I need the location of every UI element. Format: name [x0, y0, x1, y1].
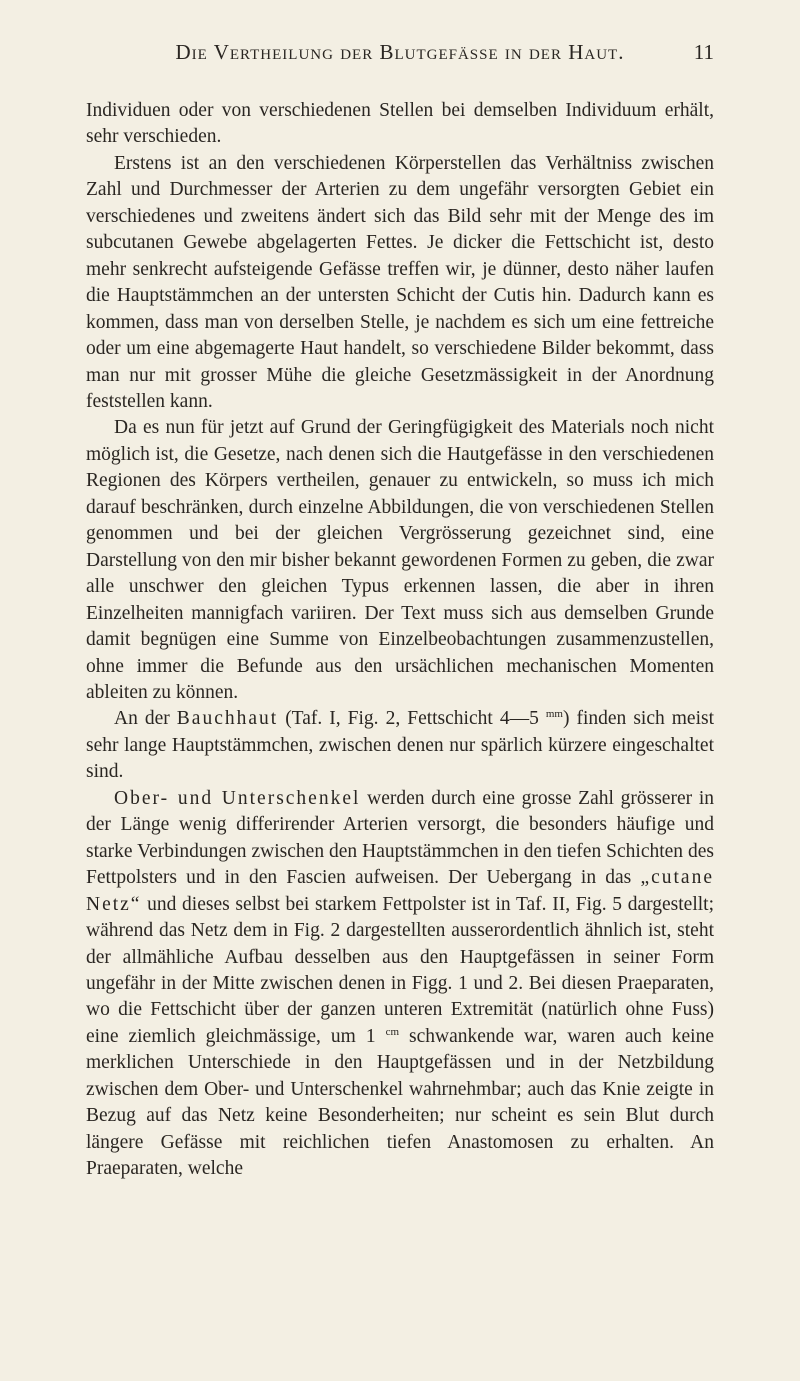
- paragraph-5: [86, 786, 714, 1183]
- paragraph-5-part3: schwankende war, waren auch keine merklichen Unterschiede in den Hauptgefässen und in der Netzbildung zwischen dem Ober- und Unterschenkel wahrnehmbar; auch das Knie zeigte in Bezug auf das Netz keine Besonderheiten; nur scheint es sein Blut durch längere Gefässe mit reichlichen tiefen Anastomosen zu erhalten. An Praeparaten, welche: [86, 1025, 714, 1180]
- paragraph-5-part2: und dieses selbst bei starkem Fettpolster ist in Taf. II, Fig. 5 dargestellt; während das Netz dem in Fig. 2 dargestellten ausserordentlich ähnlich ist, steht der allmähliche Aufbau desselben aus den Hauptgefässen in seiner Form ungefähr in der Mitte zwischen denen in Figg. 1 und 2. Bei diesen Praeparaten, wo die Fettschicht über der ganzen unteren Extremität (natürlich ohne Fuss) eine ziemlich gleichmässige, um 1: [86, 893, 714, 1047]
- paragraph-5-part1: werden durch eine grosse Zahl grösserer in der Länge wenig differirender Arterien versorgt, die besonders häufige und starke Verbindungen zwischen den Hauptstämmchen in den tiefen Schichten des Fettpolsters und in den Fascien aufweisen. Der Uebergang in das: [86, 787, 714, 889]
- term-cutane-netz: „cutane Netz“: [86, 867, 714, 915]
- paragraph-4: [86, 706, 714, 785]
- paragraph-3: Da es nun für jetzt auf Grund der Geringfügigkeit des Materials noch nicht möglich ist, die Gesetze, nach denen sich die Hautgefässe in den verschiedenen Regionen des Körpers vertheilen, genauer zu entwickeln, so muss ich mich darauf beschränken, durch einzelne Abbildungen, die von verschiedenen Stellen genommen und bei der gleichen Vergrösserung gezeichnet sind, eine Darstellung von den mir bisher bekannt gewordenen Formen zu geben, die zwar alle unschwer den gleichen Typus erkennen lassen, die aber in ihren Einzelheiten mannigfach variiren. Der Text muss sich aus demselben Grunde damit begnügen eine Summe von Einzelbeobachtungen zusammenzustellen, ohne immer die Befunde aus den ursächlichen mechanischen Momenten ableiten zu können.: [86, 417, 714, 703]
- paragraph-1: Individuen oder von verschiedenen Stellen bei demselben Individuum erhält, sehr verschieden.: [86, 100, 714, 148]
- paragraph-2: Erstens ist an den verschiedenen Körperstellen das Verhältniss zwischen Zahl und Durchmesser der Arterien zu dem ungefähr versorgten Gebiet ein verschiedenes und zweitens ändert sich das Bild sehr mit der Menge des im subcutanen Gewebe abgelagerten Fettes. Je dicker die Fettschicht ist, desto mehr senkrecht aufsteigende Gefässe treffen wir, je dünner, desto näher laufen die Hauptstämmchen an der untersten Schicht der Cutis hin. Dadurch kann es kommen, dass man von derselben Stelle, je nachdem es sich um eine fettreiche oder um eine abgemagerte Haut handelt, so verschiedene Bilder bekommt, dass man nur mit grosser Mühe die gleiche Gesetzmässigkeit in der Anordnung feststellen kann.: [86, 152, 714, 412]
- unit-mm: mm: [545, 708, 563, 721]
- body-text: [86, 98, 714, 1183]
- paragraph-4-before: An der: [114, 708, 177, 730]
- term-ober-unterschenkel: Ober- und Unterschenkel: [114, 787, 361, 809]
- paragraph-4-mid: (Taf. I, Fig. 2, Fettschicht 4—5: [278, 708, 546, 730]
- page-number: 11: [693, 40, 714, 64]
- running-title: Die Vertheilung der Blutgefässe in der Haut.: [175, 40, 625, 64]
- paragraph-4-after: ) finden sich meist sehr lange Hauptstämmchen, zwischen denen nur spärlich kürzere eingeschaltet sind.: [86, 708, 714, 783]
- unit-cm: cm: [385, 1025, 400, 1038]
- term-bauchhaut: Bauchhaut: [176, 708, 279, 730]
- running-header: [86, 40, 714, 72]
